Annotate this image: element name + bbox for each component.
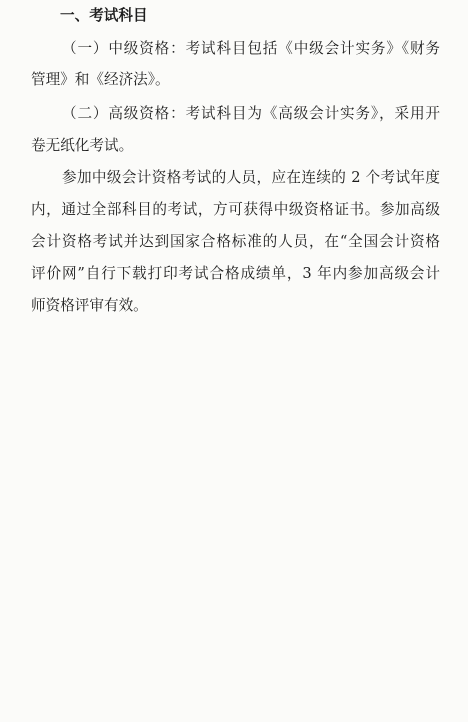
paragraph-3-line-2: 内，通过全部科目的考试，方可获得中级资格证书。参加高级 <box>31 201 440 218</box>
paragraph-1-line-1: （一）中级资格：考试科目包括《中级会计实务》《财务 <box>62 40 440 57</box>
paragraph-1-line-2: 管理》和《经济法》。 <box>31 71 170 88</box>
paragraph-3-line-4: 评价网”自行下载打印考试合格成绩单，3 年内参加高级会计 <box>31 265 440 282</box>
section-1-heading: 一、考试科目 <box>60 7 148 24</box>
paragraph-3-line-1: 参加中级会计资格考试的人员，应在连续的 2 个考试年度 <box>62 169 440 186</box>
paragraph-2-line-2: 卷无纸化考试。 <box>31 137 134 154</box>
paragraph-2-line-1: （二）高级资格：考试科目为《高级会计实务》，采用开 <box>62 105 440 122</box>
paragraph-3-line-3: 会计资格考试并达到国家合格标准的人员，在“全国会计资格 <box>31 233 440 250</box>
paragraph-3-line-5: 师资格评审有效。 <box>31 297 148 314</box>
